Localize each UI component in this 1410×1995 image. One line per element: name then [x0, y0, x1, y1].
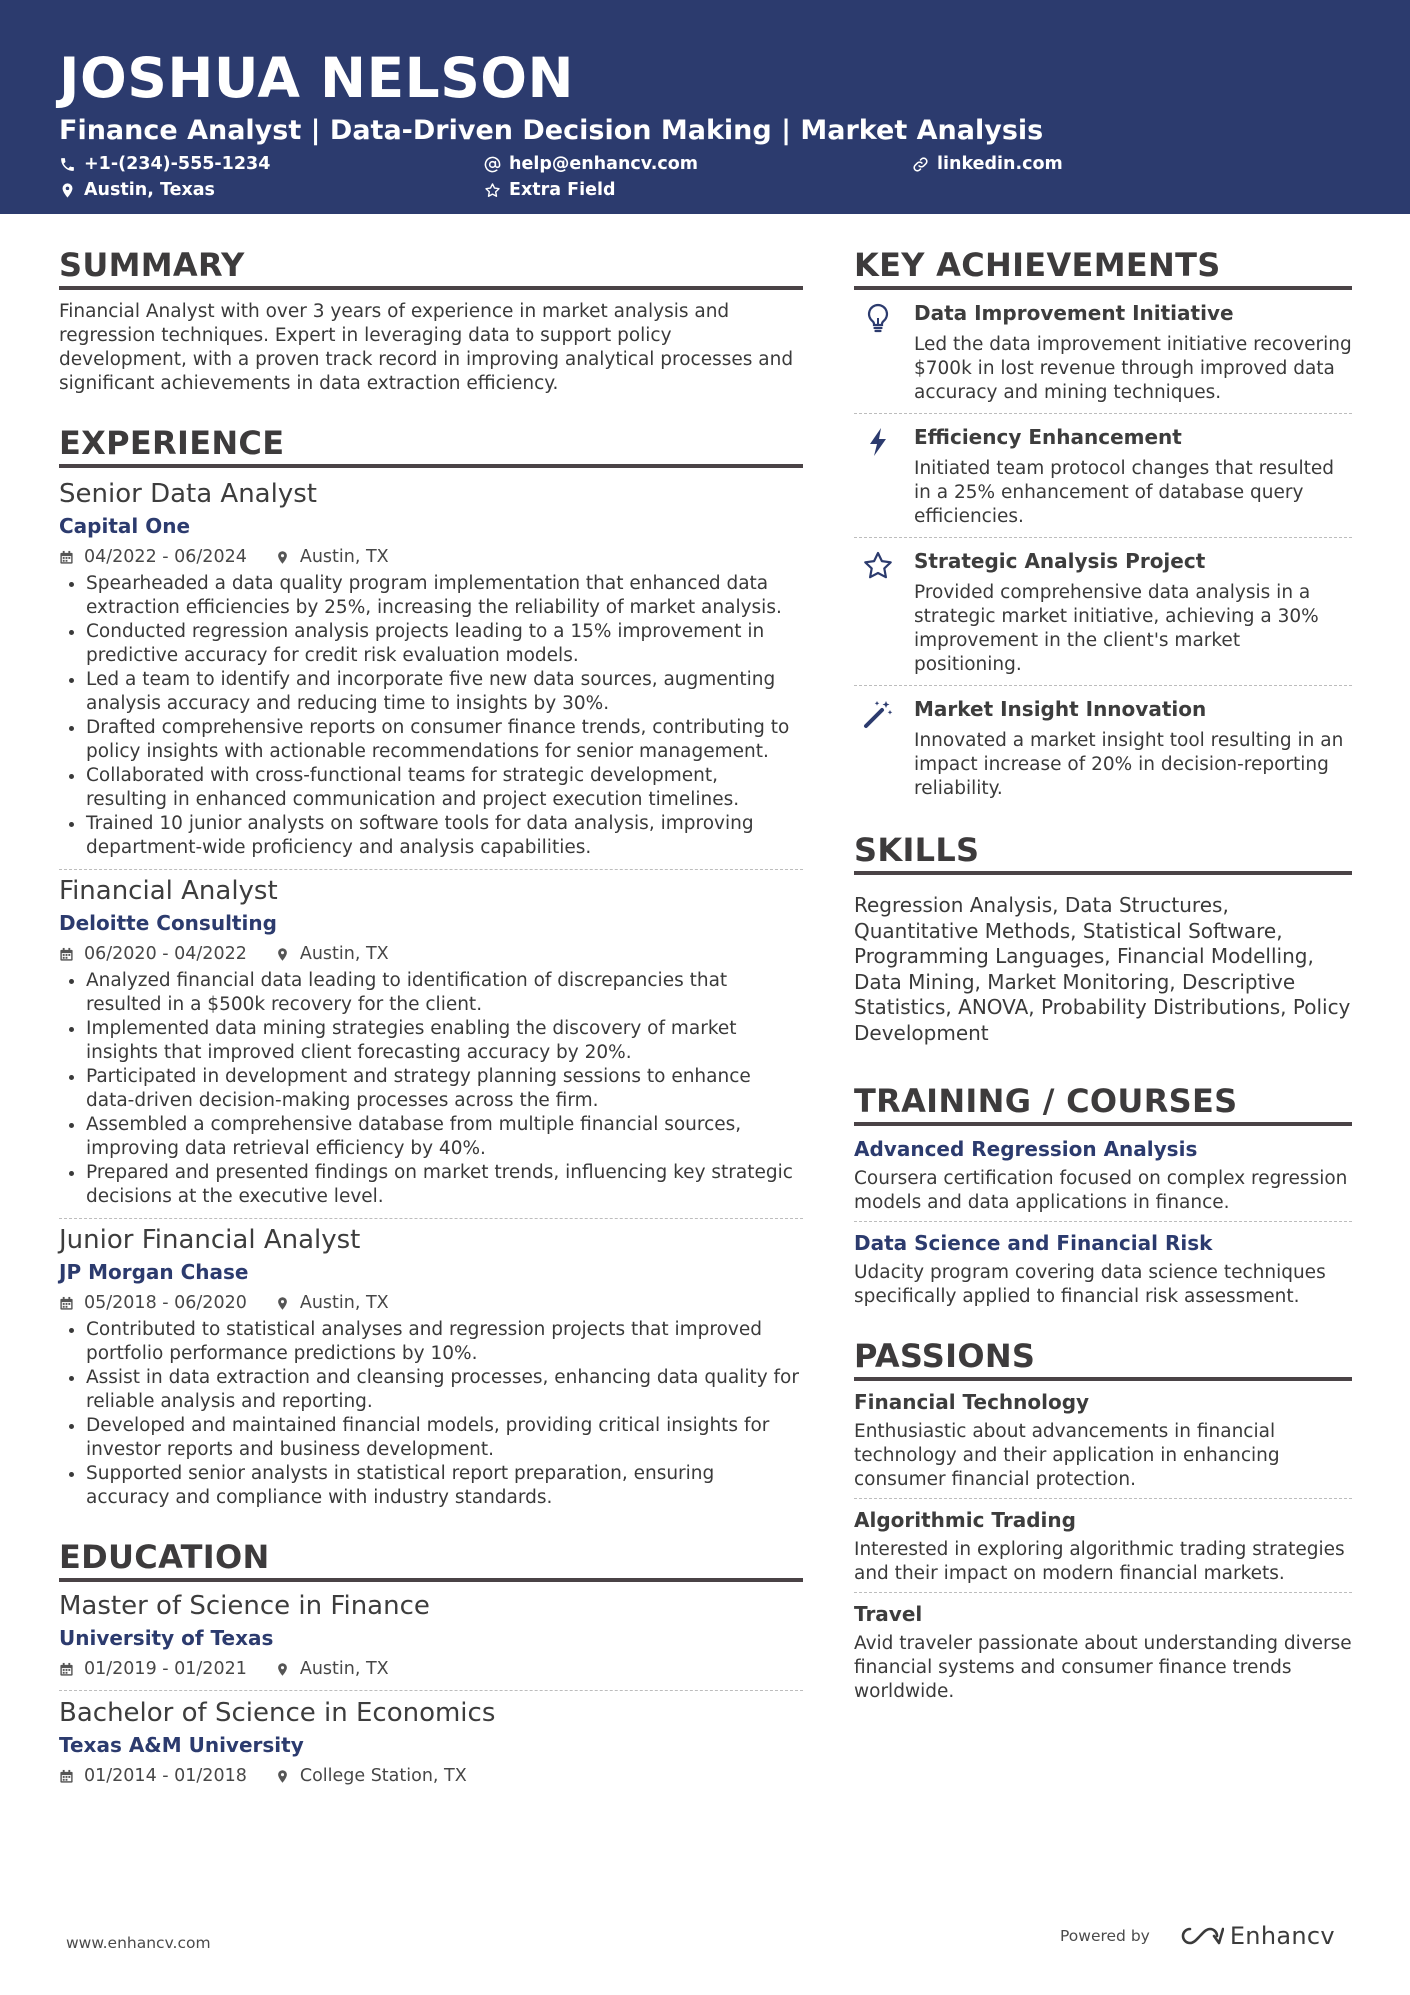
summary-heading: SUMMARY: [59, 248, 803, 290]
degree: Bachelor of Science in Economics: [59, 1698, 496, 1728]
bullet-item: Assist in data extraction and cleansing processes, enhancing data quality for reliable analysis and reporting.: [59, 1366, 803, 1414]
job-meta: [59, 1292, 803, 1314]
resume-header: [0, 0, 1410, 214]
education-heading: EDUCATION: [59, 1540, 803, 1582]
passion-item: [854, 1593, 1352, 1704]
map-pin-icon: [275, 550, 290, 565]
job-meta: [59, 546, 803, 568]
achievement-desc: Initiated team protocol changes that resulted in a 25% enhancement of database query efficiencies.: [914, 458, 1335, 527]
education-location: Austin, TX: [299, 1659, 389, 1679]
job-company: JP Morgan Chase: [59, 1260, 249, 1284]
bullet-item: Collaborated with cross-functional teams for strategic development, resulting in enhanced communication and project execution timelines.: [59, 764, 803, 812]
map-pin-icon: [275, 1662, 290, 1677]
phone-text: +1-(234)-555-1234: [84, 154, 271, 174]
map-pin-icon: [275, 1769, 290, 1784]
lightbulb-icon: [862, 302, 894, 334]
course-title: Advanced Regression Analysis: [854, 1137, 1198, 1161]
achievement-title: Data Improvement Initiative: [914, 301, 1234, 325]
experience-heading: EXPERIENCE: [59, 426, 803, 468]
course-item: [854, 1126, 1352, 1215]
passions-heading: PASSIONS: [854, 1339, 1352, 1381]
bullet-item: Conducted regression analysis projects leading to a 15% improvement in predictive accuracy for credit risk evaluation models.: [59, 620, 803, 668]
job-entry: [59, 1219, 803, 1510]
map-pin-icon: [275, 1296, 290, 1311]
powered-by-text: Powered by: [1060, 1927, 1150, 1945]
job-role: Senior Data Analyst: [59, 479, 317, 509]
contact-linkedin[interactable]: [912, 154, 1063, 174]
footer-website[interactable]: www.enhancv.com: [66, 1934, 211, 1952]
job-location: Austin, TX: [299, 1293, 389, 1313]
achievement-desc: Led the data improvement initiative recovering $700k in lost revenue through improved data accuracy and mining techniques.: [914, 334, 1352, 403]
achievement-item: [854, 290, 1352, 413]
calendar-icon: [59, 550, 74, 565]
achievement-item: [854, 538, 1352, 685]
education-meta: [59, 1765, 803, 1787]
bullet-item: Contributed to statistical analyses and regression projects that improved portfolio performance predictions by 10%.: [59, 1318, 803, 1366]
map-pin-icon: [275, 947, 290, 962]
magic-wand-icon: [862, 698, 894, 730]
star-icon: [862, 550, 894, 582]
job-bullets: [59, 1318, 803, 1510]
candidate-name: JOSHUA NELSON: [59, 46, 575, 110]
contact-location: [59, 180, 215, 200]
bullet-item: Analyzed financial data leading to identification of discrepancies that resulted in a $500k recovery for the client.: [59, 969, 803, 1017]
achievement-title: Market Insight Innovation: [914, 697, 1207, 721]
job-bullets: [59, 969, 803, 1209]
achievements-heading: KEY ACHIEVEMENTS: [854, 248, 1352, 290]
contact-info: [59, 154, 1410, 210]
passions-section: [854, 1339, 1352, 1704]
summary-section: [59, 248, 803, 396]
education-section: [59, 1540, 803, 1787]
degree: Master of Science in Finance: [59, 1591, 430, 1621]
link-icon: [912, 156, 929, 173]
candidate-title: Finance Analyst | Data-Driven Decision Making | Market Analysis: [59, 115, 1044, 146]
passion-title: Algorithmic Trading: [854, 1508, 1076, 1532]
location-text: Austin, Texas: [84, 180, 215, 200]
star-outline-icon: [484, 182, 501, 199]
school: Texas A&M University: [59, 1733, 304, 1757]
job-dates: 04/2022 - 06/2024: [84, 547, 247, 567]
extra-field-text: Extra Field: [509, 180, 616, 200]
skills-list: Regression Analysis, Data Structures, Quantitative Methods, Statistical Software, Programming Languages, Financial Modelling, Data Mining, Market Monitoring, Descriptive Statistics, ANOVA, Probability Distributions, Policy Development: [854, 893, 1351, 1045]
footer-branding: [1060, 1922, 1335, 1950]
training-heading: TRAINING / COURSES: [854, 1084, 1352, 1126]
passion-desc: Avid traveler passionate about understanding diverse financial systems and consumer finance trends worldwide.: [854, 1633, 1352, 1702]
education-entry: [59, 1582, 803, 1680]
achievement-desc: Innovated a market insight tool resulting in an impact increase of 20% in decision-reporting reliability.: [914, 730, 1344, 799]
job-dates: 05/2018 - 06/2020: [84, 1293, 247, 1313]
contact-extra: [484, 180, 616, 200]
job-bullets: [59, 572, 803, 860]
bullet-item: Led a team to identify and incorporate five new data sources, augmenting analysis accuracy and reducing time to insights by 30%.: [59, 668, 803, 716]
job-role: Junior Financial Analyst: [59, 1225, 361, 1255]
job-entry: [59, 468, 803, 860]
bullet-item: Supported senior analysts in statistical report preparation, ensuring accuracy and compliance with industry standards.: [59, 1462, 803, 1510]
course-desc: Coursera certification focused on complex regression models and data applications in finance.: [854, 1168, 1348, 1213]
training-section: [854, 1084, 1352, 1309]
skills-section: [854, 833, 1352, 1046]
calendar-icon: [59, 947, 74, 962]
bullet-item: Prepared and presented findings on market trends, influencing key strategic decisions at the executive level.: [59, 1161, 803, 1209]
education-entry: [59, 1691, 803, 1787]
course-title: Data Science and Financial Risk: [854, 1231, 1213, 1255]
email-text[interactable]: help@enhancv.com: [509, 154, 699, 174]
achievement-title: Strategic Analysis Project: [914, 549, 1206, 573]
linkedin-text[interactable]: linkedin.com: [937, 154, 1063, 174]
skills-heading: SKILLS: [854, 833, 1352, 875]
achievement-item: [854, 414, 1352, 537]
calendar-icon: [59, 1769, 74, 1784]
passion-title: Financial Technology: [854, 1390, 1090, 1414]
education-dates: 01/2014 - 01/2018: [84, 1766, 247, 1786]
achievement-desc: Provided comprehensive data analysis in a strategic market initiative, achieving a 30% improvement in the client's market positioning.: [914, 582, 1319, 675]
experience-section: [59, 426, 803, 1510]
passion-item: [854, 1499, 1352, 1586]
passion-item: [854, 1381, 1352, 1492]
job-dates: 06/2020 - 04/2022: [84, 944, 247, 964]
contact-phone: [59, 154, 270, 174]
job-entry: [59, 870, 803, 1209]
course-desc: Udacity program covering data science techniques specifically applied to financial risk assessment.: [854, 1262, 1326, 1307]
achievements-section: [854, 248, 1352, 809]
bullet-item: Assembled a comprehensive database from multiple financial sources, improving data retrieval efficiency by 40%.: [59, 1113, 803, 1161]
passion-title: Travel: [854, 1602, 923, 1626]
enhancv-logo-icon: [1178, 1924, 1224, 1948]
bullet-item: Drafted comprehensive reports on consumer finance trends, contributing to policy insights with actionable recommendations for senior management.: [59, 716, 803, 764]
bullet-item: Implemented data mining strategies enabling the discovery of market insights that improved client forecasting accuracy by 20%.: [59, 1017, 803, 1065]
lightning-bolt-icon: [862, 426, 894, 458]
calendar-icon: [59, 1296, 74, 1311]
school: University of Texas: [59, 1626, 274, 1650]
left-column: [59, 248, 803, 1787]
calendar-icon: [59, 1662, 74, 1677]
passion-desc: Interested in exploring algorithmic trading strategies and their impact on modern financial markets.: [854, 1539, 1345, 1584]
bullet-item: Trained 10 junior analysts on software tools for data analysis, improving department-wide proficiency and analysis capabilities.: [59, 812, 803, 860]
right-column: [854, 248, 1352, 1704]
education-dates: 01/2019 - 01/2021: [84, 1659, 247, 1679]
passion-desc: Enthusiastic about advancements in financial technology and their application in enhancing consumer financial protection.: [854, 1421, 1280, 1490]
map-pin-icon: [59, 182, 76, 199]
bullet-item: Spearheaded a data quality program implementation that enhanced data extraction efficiencies by 25%, increasing the reliability of market analysis.: [59, 572, 803, 620]
bullet-item: Developed and maintained financial models, providing critical insights for investor reports and business development.: [59, 1414, 803, 1462]
summary-text: Financial Analyst with over 3 years of experience in market analysis and regression techniques. Expert in leveraging data to support policy development, with a proven track record in improving analytical processes and significant achievements in data extraction efficiency.: [59, 301, 794, 394]
job-role: Financial Analyst: [59, 876, 278, 906]
job-location: Austin, TX: [299, 547, 389, 567]
job-location: Austin, TX: [299, 944, 389, 964]
course-item: [854, 1222, 1352, 1309]
job-company: Deloitte Consulting: [59, 911, 277, 935]
enhancv-brand: Enhancv: [1229, 1922, 1335, 1950]
job-company: Capital One: [59, 514, 191, 538]
bullet-item: Participated in development and strategy planning sessions to enhance data-driven decision-making processes across the firm.: [59, 1065, 803, 1113]
contact-email[interactable]: [484, 154, 698, 174]
at-sign-icon: [484, 156, 501, 173]
education-location: College Station, TX: [299, 1766, 467, 1786]
phone-icon: [59, 156, 76, 173]
job-meta: [59, 943, 803, 965]
education-meta: [59, 1658, 803, 1680]
achievement-item: [854, 686, 1352, 809]
achievement-title: Efficiency Enhancement: [914, 425, 1182, 449]
